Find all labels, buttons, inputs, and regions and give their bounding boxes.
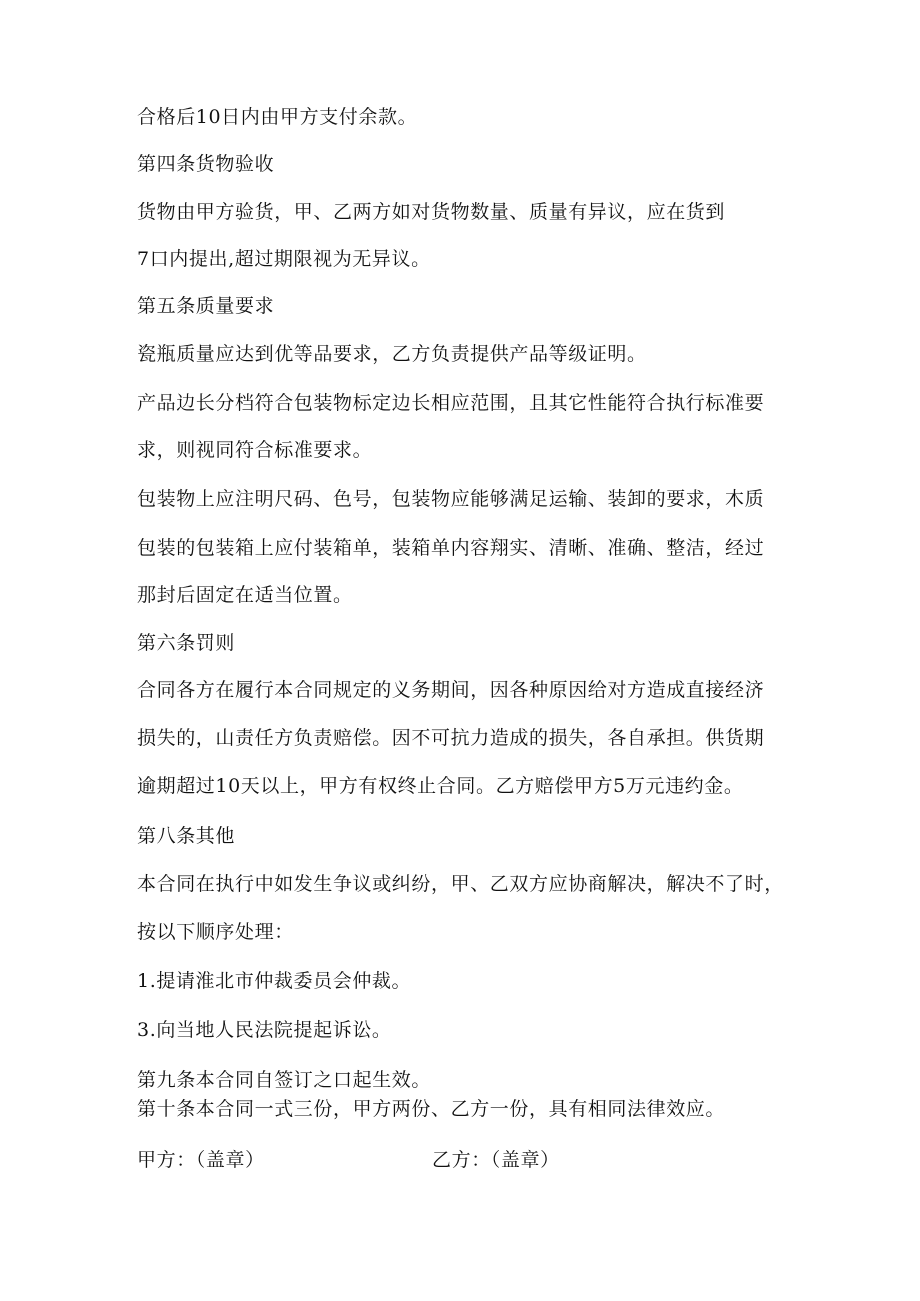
text-line: 合同各方在履行本合同规定的义务期间，因各种原因给对方造成直接经济 [137,679,765,701]
party-b-signature: 乙方：（盖章） [432,1149,560,1171]
section-heading: 第八条其他 [137,825,236,847]
text-line: 本合同在执行中如发生争议或纠纷，甲、乙双方应协商解决，解决不了时， [137,873,784,895]
text-line: 按以下顺序处理： [137,921,294,943]
list-item: 3.向当地人民法院提起诉讼。 [137,1019,392,1041]
text-line: 合格后10日内由甲方支付余款。 [137,106,418,128]
text-line: 包装物上应注明尺码、色号，包装物应能够满足运输、装卸的要求，木质 [137,488,765,510]
text-line: 产品边长分档符合包装物标定边长相应范围，且其它性能符合执行标准要 [137,392,765,414]
section-heading: 第四条货物验收 [137,153,275,175]
text-line: 损失的，山责任方负责赔偿。因不可抗力造成的损失，各自承担。供货期 [137,727,765,749]
text-line: 货物由甲方验货，甲、乙两方如对货物数量、质量有异议，应在货到 [137,201,726,223]
text-line: 包装的包装箱上应付装箱单，装箱单内容翔实、清晰、准确、整洁，经过 [137,537,765,559]
text-line: 瓷瓶质量应达到优等品要求，乙方负责提供产品等级证明。 [137,343,647,365]
text-line: 7口内提出,超过期限视为无异议。 [137,248,431,270]
section-heading: 第五条质量要求 [137,295,275,317]
text-line: 那封后固定在适当位置。 [137,584,353,606]
text-line: 求，则视同符合标准要求。 [137,439,373,461]
text-line: 逾期超过10天以上，甲方有权终止合同。乙方赔偿甲方5万元违约金。 [137,775,744,797]
party-a-signature: 甲方：（盖章） [137,1149,265,1171]
section-heading: 第六条罚则 [137,632,236,654]
text-line: 第九条本合同自签订之口起生效。 [137,1069,432,1091]
list-item: 1.提请淮北市仲裁委员会仲裁。 [137,970,412,992]
text-line: 第十条本合同一式三份，甲方两份、乙方一份，具有相同法律效应。 [137,1098,726,1120]
